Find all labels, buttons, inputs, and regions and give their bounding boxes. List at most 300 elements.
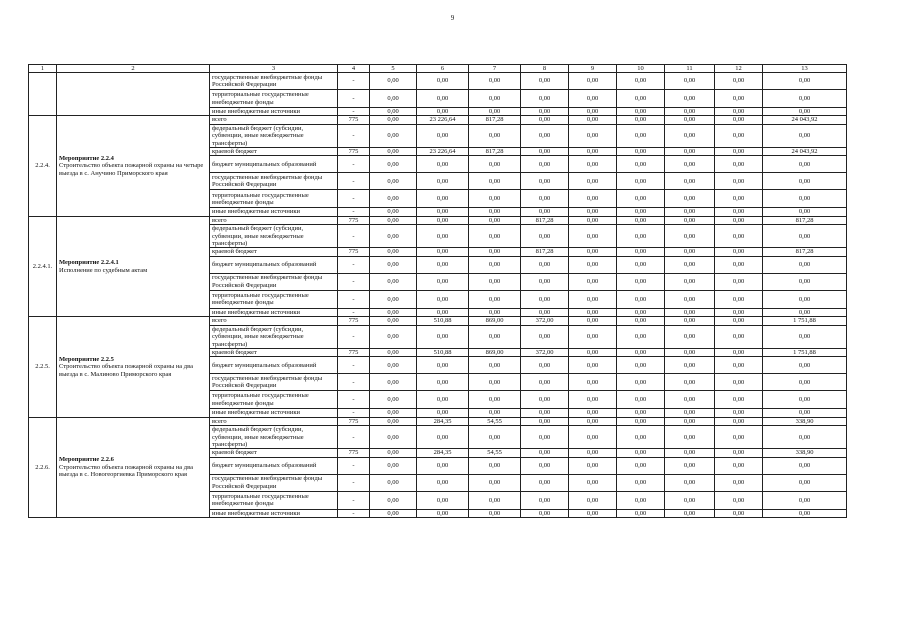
- value-cell: 0,00: [370, 348, 417, 356]
- value-cell: 0,00: [370, 308, 417, 316]
- measure-description: Строительство объекта пожарной охраны на два выезда в с. Малиново Приморского края: [59, 363, 193, 378]
- value-cell: 0,00: [617, 156, 665, 173]
- value-cell: 0,00: [665, 426, 715, 449]
- value-cell: 817,28: [521, 216, 569, 224]
- value-cell: 0,00: [521, 449, 569, 457]
- value-cell: 0,00: [715, 216, 763, 224]
- measure-title: Мероприятие 2.2.4.1: [59, 259, 119, 267]
- column-header-8: 8: [521, 65, 569, 73]
- value-cell: 0,00: [370, 317, 417, 325]
- value-cell: 0,00: [521, 148, 569, 156]
- value-cell: 0,00: [665, 374, 715, 391]
- value-cell: 0,00: [715, 108, 763, 116]
- value-cell: 0,00: [417, 357, 469, 374]
- value-cell: 0,00: [569, 426, 617, 449]
- total-cell: 0,00: [763, 457, 847, 474]
- code-cell: -: [338, 474, 370, 491]
- value-cell: 0,00: [715, 148, 763, 156]
- code-cell: -: [338, 90, 370, 108]
- value-cell: 0,00: [665, 73, 715, 90]
- header-row: [29, 65, 847, 73]
- value-cell: 0,00: [417, 491, 469, 509]
- funding-source-regional: краевой бюджет: [210, 449, 338, 457]
- value-cell: 0,00: [370, 449, 417, 457]
- value-cell: 0,00: [617, 208, 665, 216]
- value-cell: 0,00: [417, 190, 469, 208]
- value-cell: 0,00: [665, 357, 715, 374]
- value-cell: 0,00: [370, 225, 417, 248]
- measure-description: Строительство объекта пожарной охраны на четыре выезда в с. Анучино Приморского края: [59, 162, 204, 177]
- funding-source-municipal: бюджет муниципальных образований: [210, 156, 338, 173]
- value-cell: 0,00: [569, 417, 617, 425]
- value-cell: 0,00: [370, 90, 417, 108]
- value-cell: 0,00: [665, 173, 715, 190]
- value-cell: 0,00: [617, 317, 665, 325]
- value-cell: 0,00: [569, 348, 617, 356]
- total-cell: 0,00: [763, 426, 847, 449]
- code-cell: 775: [338, 148, 370, 156]
- value-cell: 0,00: [715, 208, 763, 216]
- value-cell: 0,00: [370, 248, 417, 256]
- value-cell: 0,00: [715, 348, 763, 356]
- value-cell: 0,00: [617, 116, 665, 124]
- total-cell: 817,28: [763, 216, 847, 224]
- measure-title: Мероприятие 2.2.6: [59, 456, 114, 464]
- column-header-5: 5: [370, 65, 417, 73]
- value-cell: 0,00: [617, 148, 665, 156]
- value-cell: 0,00: [370, 325, 417, 348]
- value-cell: 0,00: [665, 317, 715, 325]
- code-cell: -: [338, 108, 370, 116]
- total-cell: 1 751,88: [763, 348, 847, 356]
- funding-source-federal: федеральный бюджет (субсидии, субвенции, иные межбюджетные трансферты): [210, 225, 338, 248]
- total-cell: 0,00: [763, 325, 847, 348]
- value-cell: 0,00: [665, 509, 715, 517]
- value-cell: 0,00: [617, 491, 665, 509]
- funding-source-federal: федеральный бюджет (субсидии, субвенции, иные межбюджетные трансферты): [210, 124, 338, 147]
- value-cell: 817,28: [469, 116, 521, 124]
- value-cell: 0,00: [569, 90, 617, 108]
- total-cell: 0,00: [763, 308, 847, 316]
- measure-number: 2.2.4.1.: [29, 216, 57, 316]
- value-cell: 0,00: [521, 156, 569, 173]
- total-cell: 0,00: [763, 190, 847, 208]
- total-cell: 0,00: [763, 256, 847, 273]
- value-cell: 0,00: [370, 457, 417, 474]
- value-cell: 0,00: [417, 124, 469, 147]
- value-cell: 0,00: [569, 290, 617, 308]
- value-cell: 0,00: [569, 148, 617, 156]
- value-cell: 0,00: [715, 173, 763, 190]
- measure-name: [57, 417, 210, 517]
- column-header-6: 6: [417, 65, 469, 73]
- measure-number: 2.2.5.: [29, 317, 57, 417]
- value-cell: 0,00: [370, 173, 417, 190]
- value-cell: 0,00: [715, 409, 763, 417]
- measure-name: [57, 116, 210, 216]
- value-cell: 0,00: [715, 357, 763, 374]
- value-cell: 0,00: [370, 273, 417, 290]
- value-cell: 0,00: [469, 509, 521, 517]
- value-cell: 0,00: [665, 491, 715, 509]
- value-cell: 54,55: [469, 449, 521, 457]
- total-cell: 0,00: [763, 90, 847, 108]
- total-cell: 338,90: [763, 449, 847, 457]
- value-cell: 0,00: [715, 308, 763, 316]
- value-cell: 0,00: [569, 409, 617, 417]
- code-cell: -: [338, 374, 370, 391]
- value-cell: 0,00: [521, 391, 569, 409]
- value-cell: 0,00: [521, 73, 569, 90]
- value-cell: 0,00: [521, 256, 569, 273]
- value-cell: 0,00: [715, 90, 763, 108]
- value-cell: 0,00: [521, 509, 569, 517]
- value-cell: 0,00: [521, 491, 569, 509]
- code-cell: -: [338, 225, 370, 248]
- value-cell: 0,00: [417, 426, 469, 449]
- value-cell: 0,00: [417, 509, 469, 517]
- value-cell: 0,00: [469, 173, 521, 190]
- value-cell: 0,00: [569, 124, 617, 147]
- funding-source-state-funds: государственные внебюджетные фонды Российской Федерации: [210, 173, 338, 190]
- value-cell: 0,00: [417, 273, 469, 290]
- value-cell: 0,00: [417, 208, 469, 216]
- value-cell: 0,00: [715, 225, 763, 248]
- funding-source-municipal: бюджет муниципальных образований: [210, 457, 338, 474]
- value-cell: 0,00: [617, 409, 665, 417]
- value-cell: 0,00: [617, 457, 665, 474]
- value-cell: 0,00: [521, 173, 569, 190]
- value-cell: 0,00: [521, 325, 569, 348]
- value-cell: 0,00: [569, 509, 617, 517]
- value-cell: 0,00: [521, 357, 569, 374]
- value-cell: 0,00: [370, 357, 417, 374]
- code-cell: -: [338, 273, 370, 290]
- value-cell: 284,35: [417, 449, 469, 457]
- total-cell: 0,00: [763, 391, 847, 409]
- funding-source-territorial-funds: территориальные государственные внебюджетные фонды: [210, 290, 338, 308]
- column-header-11: 11: [665, 65, 715, 73]
- measure-description: Строительство объекта пожарной охраны на два выезда в с. Новогеоргиевка Приморского края: [59, 463, 193, 479]
- column-header-9: 9: [569, 65, 617, 73]
- value-cell: 0,00: [521, 116, 569, 124]
- value-cell: 0,00: [469, 474, 521, 491]
- funding-source-territorial-funds: территориальные государственные внебюджетные фонды: [210, 391, 338, 409]
- value-cell: 0,00: [521, 225, 569, 248]
- value-cell: 0,00: [569, 173, 617, 190]
- column-header-7: 7: [469, 65, 521, 73]
- table-row: [29, 317, 847, 325]
- value-cell: 0,00: [370, 509, 417, 517]
- value-cell: 0,00: [370, 73, 417, 90]
- funding-source-other: иные внебюджетные источники: [210, 409, 338, 417]
- value-cell: 0,00: [370, 391, 417, 409]
- total-cell: 0,00: [763, 491, 847, 509]
- value-cell: 0,00: [521, 308, 569, 316]
- value-cell: 817,28: [521, 248, 569, 256]
- funding-source-federal: федеральный бюджет (субсидии, субвенции, иные межбюджетные трансферты): [210, 426, 338, 449]
- value-cell: 510,88: [417, 348, 469, 356]
- value-cell: 0,00: [569, 156, 617, 173]
- value-cell: 0,00: [417, 374, 469, 391]
- value-cell: 0,00: [370, 256, 417, 273]
- code-cell: -: [338, 124, 370, 147]
- value-cell: 0,00: [715, 417, 763, 425]
- value-cell: 0,00: [715, 190, 763, 208]
- total-cell: 24 043,92: [763, 148, 847, 156]
- value-cell: 372,00: [521, 317, 569, 325]
- value-cell: 0,00: [370, 409, 417, 417]
- value-cell: 0,00: [665, 449, 715, 457]
- value-cell: 0,00: [469, 190, 521, 208]
- value-cell: 0,00: [715, 325, 763, 348]
- value-cell: 0,00: [569, 190, 617, 208]
- value-cell: 0,00: [521, 290, 569, 308]
- value-cell: 0,00: [417, 73, 469, 90]
- value-cell: 23 226,64: [417, 148, 469, 156]
- value-cell: 869,00: [469, 317, 521, 325]
- value-cell: 0,00: [715, 124, 763, 147]
- funding-source-state-funds: государственные внебюджетные фонды Российской Федерации: [210, 73, 338, 90]
- value-cell: 0,00: [370, 116, 417, 124]
- value-cell: 0,00: [569, 449, 617, 457]
- value-cell: 0,00: [569, 108, 617, 116]
- code-cell: -: [338, 73, 370, 90]
- value-cell: 0,00: [569, 225, 617, 248]
- funding-source-total: всего: [210, 216, 338, 224]
- value-cell: 0,00: [665, 190, 715, 208]
- value-cell: 0,00: [417, 391, 469, 409]
- code-cell: -: [338, 457, 370, 474]
- total-cell: 0,00: [763, 409, 847, 417]
- value-cell: 0,00: [521, 409, 569, 417]
- measure-number: [29, 73, 57, 116]
- value-cell: 0,00: [665, 225, 715, 248]
- funding-source-territorial-funds: территориальные государственные внебюджетные фонды: [210, 190, 338, 208]
- value-cell: 0,00: [715, 156, 763, 173]
- value-cell: 0,00: [569, 457, 617, 474]
- value-cell: 0,00: [665, 417, 715, 425]
- value-cell: 0,00: [617, 216, 665, 224]
- value-cell: 0,00: [469, 90, 521, 108]
- funding-source-municipal: бюджет муниципальных образований: [210, 256, 338, 273]
- total-cell: 0,00: [763, 290, 847, 308]
- value-cell: 284,35: [417, 417, 469, 425]
- value-cell: 0,00: [469, 426, 521, 449]
- value-cell: 0,00: [617, 290, 665, 308]
- value-cell: 0,00: [417, 290, 469, 308]
- value-cell: 0,00: [521, 190, 569, 208]
- funding-source-regional: краевой бюджет: [210, 148, 338, 156]
- value-cell: 0,00: [370, 208, 417, 216]
- code-cell: -: [338, 325, 370, 348]
- measure-number: 2.2.6.: [29, 417, 57, 517]
- total-cell: 817,28: [763, 248, 847, 256]
- value-cell: 0,00: [569, 308, 617, 316]
- value-cell: 869,00: [469, 348, 521, 356]
- value-cell: 0,00: [617, 325, 665, 348]
- value-cell: 23 226,64: [417, 116, 469, 124]
- code-cell: -: [338, 509, 370, 517]
- funding-source-other: иные внебюджетные источники: [210, 509, 338, 517]
- measure-name: [57, 317, 210, 417]
- value-cell: 0,00: [370, 156, 417, 173]
- code-cell: -: [338, 290, 370, 308]
- funding-source-municipal: бюджет муниципальных образований: [210, 357, 338, 374]
- value-cell: 0,00: [617, 417, 665, 425]
- value-cell: 0,00: [617, 108, 665, 116]
- value-cell: 0,00: [469, 491, 521, 509]
- code-cell: 775: [338, 348, 370, 356]
- table-row: [29, 417, 847, 425]
- total-cell: 0,00: [763, 509, 847, 517]
- code-cell: -: [338, 391, 370, 409]
- value-cell: 0,00: [370, 108, 417, 116]
- total-cell: 0,00: [763, 208, 847, 216]
- funding-source-total: всего: [210, 317, 338, 325]
- value-cell: 0,00: [617, 173, 665, 190]
- funding-source-state-funds: государственные внебюджетные фонды Российской Федерации: [210, 474, 338, 491]
- value-cell: 0,00: [469, 108, 521, 116]
- value-cell: 0,00: [469, 273, 521, 290]
- value-cell: 0,00: [469, 225, 521, 248]
- value-cell: 0,00: [417, 325, 469, 348]
- value-cell: 0,00: [617, 124, 665, 147]
- funding-source-regional: краевой бюджет: [210, 248, 338, 256]
- value-cell: 0,00: [617, 426, 665, 449]
- value-cell: 0,00: [569, 325, 617, 348]
- code-cell: 775: [338, 317, 370, 325]
- value-cell: 0,00: [569, 256, 617, 273]
- value-cell: 0,00: [417, 457, 469, 474]
- value-cell: 0,00: [469, 73, 521, 90]
- total-cell: 0,00: [763, 357, 847, 374]
- code-cell: 775: [338, 449, 370, 457]
- value-cell: 0,00: [569, 216, 617, 224]
- value-cell: 0,00: [665, 348, 715, 356]
- measure-title: Мероприятие 2.2.4: [59, 155, 114, 163]
- value-cell: 0,00: [417, 248, 469, 256]
- value-cell: 0,00: [665, 391, 715, 409]
- code-cell: -: [338, 156, 370, 173]
- value-cell: 0,00: [569, 474, 617, 491]
- value-cell: 0,00: [715, 426, 763, 449]
- value-cell: 0,00: [417, 409, 469, 417]
- value-cell: 0,00: [715, 273, 763, 290]
- value-cell: 0,00: [665, 248, 715, 256]
- value-cell: 0,00: [715, 374, 763, 391]
- code-cell: -: [338, 308, 370, 316]
- column-header-13: 13: [763, 65, 847, 73]
- value-cell: 0,00: [617, 190, 665, 208]
- funding-source-territorial-funds: территориальные государственные внебюджетные фонды: [210, 491, 338, 509]
- code-cell: -: [338, 190, 370, 208]
- value-cell: 0,00: [665, 325, 715, 348]
- value-cell: 0,00: [370, 216, 417, 224]
- value-cell: 0,00: [665, 208, 715, 216]
- funding-source-total: всего: [210, 417, 338, 425]
- value-cell: 0,00: [469, 325, 521, 348]
- value-cell: 0,00: [370, 474, 417, 491]
- page-number: 9: [450, 14, 455, 22]
- total-cell: 24 043,92: [763, 116, 847, 124]
- value-cell: 0,00: [617, 391, 665, 409]
- table-row: [29, 116, 847, 124]
- value-cell: 0,00: [665, 148, 715, 156]
- value-cell: 0,00: [417, 90, 469, 108]
- code-cell: 775: [338, 116, 370, 124]
- value-cell: 0,00: [715, 256, 763, 273]
- value-cell: 54,55: [469, 417, 521, 425]
- value-cell: 0,00: [715, 509, 763, 517]
- value-cell: 0,00: [617, 273, 665, 290]
- value-cell: 0,00: [569, 391, 617, 409]
- value-cell: 0,00: [370, 124, 417, 147]
- value-cell: 0,00: [469, 357, 521, 374]
- code-cell: -: [338, 409, 370, 417]
- value-cell: 0,00: [617, 256, 665, 273]
- value-cell: 0,00: [521, 417, 569, 425]
- value-cell: 0,00: [665, 116, 715, 124]
- total-cell: 0,00: [763, 374, 847, 391]
- value-cell: 0,00: [665, 409, 715, 417]
- value-cell: 0,00: [521, 273, 569, 290]
- table-body: [29, 65, 847, 518]
- budget-table: [28, 64, 847, 518]
- code-cell: 775: [338, 417, 370, 425]
- value-cell: 0,00: [665, 216, 715, 224]
- value-cell: 0,00: [617, 248, 665, 256]
- value-cell: 0,00: [469, 156, 521, 173]
- value-cell: 0,00: [665, 273, 715, 290]
- value-cell: 0,00: [569, 116, 617, 124]
- value-cell: 0,00: [521, 208, 569, 216]
- code-cell: -: [338, 173, 370, 190]
- code-cell: -: [338, 491, 370, 509]
- value-cell: 0,00: [417, 308, 469, 316]
- code-cell: -: [338, 357, 370, 374]
- column-header-12: 12: [715, 65, 763, 73]
- value-cell: 0,00: [521, 124, 569, 147]
- value-cell: 0,00: [617, 308, 665, 316]
- value-cell: 0,00: [370, 190, 417, 208]
- value-cell: 0,00: [617, 90, 665, 108]
- measure-name: [57, 216, 210, 316]
- value-cell: 0,00: [469, 308, 521, 316]
- value-cell: 0,00: [665, 290, 715, 308]
- value-cell: 0,00: [715, 116, 763, 124]
- value-cell: 0,00: [665, 457, 715, 474]
- value-cell: 0,00: [521, 426, 569, 449]
- value-cell: 0,00: [370, 417, 417, 425]
- value-cell: 0,00: [665, 124, 715, 147]
- value-cell: 0,00: [665, 256, 715, 273]
- funding-source-total: всего: [210, 116, 338, 124]
- funding-source-state-funds: государственные внебюджетные фонды Российской Федерации: [210, 374, 338, 391]
- value-cell: 0,00: [665, 156, 715, 173]
- value-cell: 0,00: [715, 290, 763, 308]
- value-cell: 0,00: [469, 290, 521, 308]
- value-cell: 0,00: [715, 317, 763, 325]
- value-cell: 372,00: [521, 348, 569, 356]
- value-cell: 0,00: [370, 290, 417, 308]
- funding-source-other: иные внебюджетные источники: [210, 208, 338, 216]
- value-cell: 0,00: [469, 409, 521, 417]
- value-cell: 0,00: [569, 73, 617, 90]
- value-cell: 0,00: [617, 225, 665, 248]
- value-cell: 0,00: [617, 348, 665, 356]
- value-cell: 0,00: [417, 474, 469, 491]
